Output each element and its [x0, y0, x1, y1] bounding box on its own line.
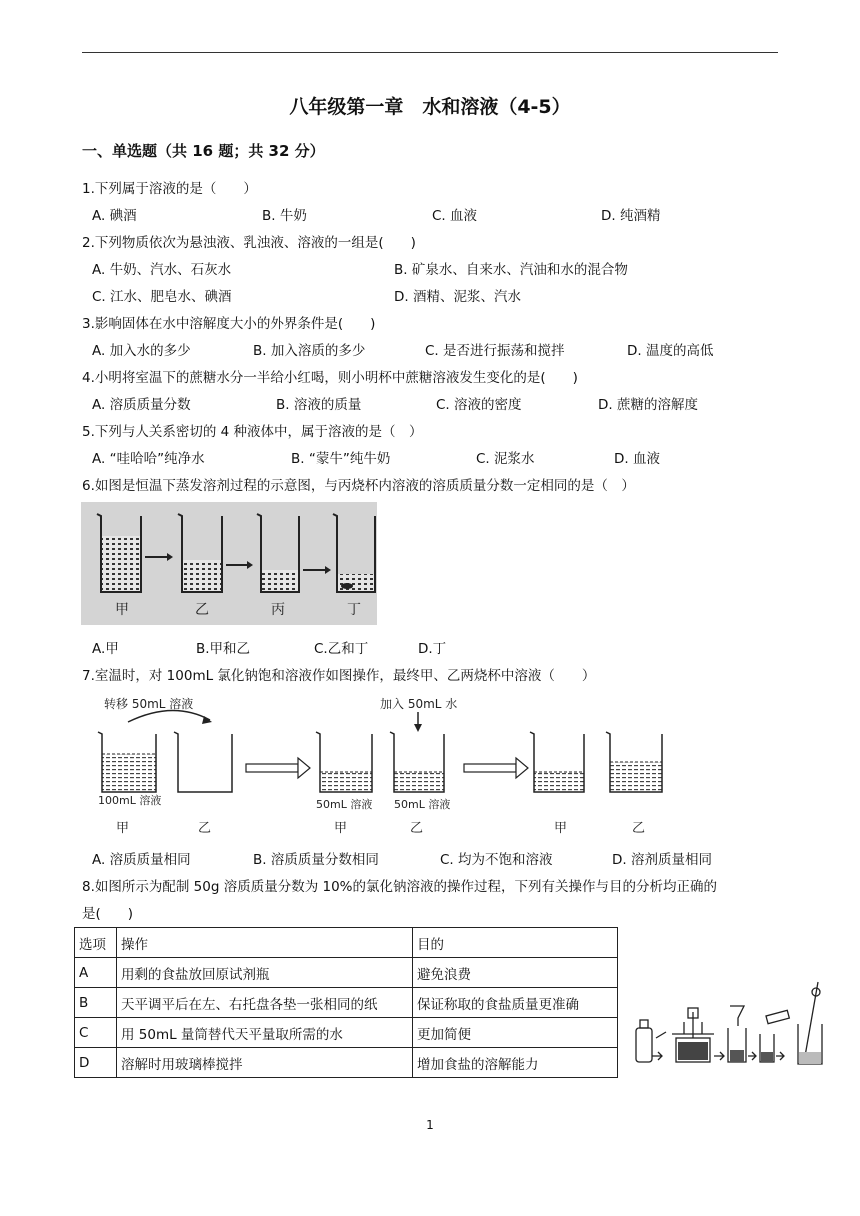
transfer-label: 转移 50mL 溶液 [104, 697, 194, 711]
operations-table [74, 927, 618, 1078]
question-8-stem: 8.如图所示为配制 50g 溶质质量分数为 10%的氯化钠溶液的操作过程，下列有关操作与目的分析均正确的 [82, 879, 718, 895]
table-row [75, 1048, 618, 1078]
q3-option-d: D. 温度的高低 [627, 343, 714, 359]
vol-50-a-label: 50mL 溶液 [316, 798, 373, 811]
vol-100-label: 100mL 溶液 [98, 794, 162, 807]
q2-option-a: A. 牛奶、汽水、石灰水 [92, 262, 232, 278]
q2-option-b: B. 矿泉水、自来水、汽油和水的混合物 [394, 262, 628, 278]
q4-option-d: D. 蔗糖的溶解度 [598, 397, 698, 413]
table-header-cell: 目的 [413, 928, 618, 958]
q2-option-c: C. 江水、肥皂水、碘酒 [92, 289, 232, 305]
fig6-label-yi: 乙 [195, 602, 209, 618]
vol-50-b-label: 50mL 溶液 [394, 798, 451, 811]
q1-option-b: B. 牛奶 [262, 208, 307, 224]
q7-option-a: A. 溶质质量相同 [92, 852, 191, 868]
question-7-stem: 7.室温时，对 100mL 氯化钠饱和溶液作如图操作，最终甲、乙两烧杯中溶液（ ） [82, 668, 596, 684]
q3-option-c: C. 是否进行振荡和搅拌 [425, 343, 565, 359]
table-cell: A [75, 958, 117, 988]
page-title: 八年级第一章 水和溶液（4-5） [289, 96, 571, 118]
q3-option-a: A. 加入水的多少 [92, 343, 191, 359]
fig7-label-6: 乙 [632, 821, 646, 836]
table-header-cell: 选项 [75, 928, 117, 958]
question-4-stem: 4.小明将室温下的蔗糖水分一半给小红喝，则小明杯中蔗糖溶液发生变化的是( ) [82, 370, 578, 386]
q5-option-d: D. 血液 [614, 451, 660, 467]
table-cell: 保证称取的食盐质量更准确 [413, 988, 618, 1018]
fig7-label-2: 乙 [198, 821, 212, 836]
question-3-stem: 3.影响固体在水中溶解度大小的外界条件是( ) [82, 316, 376, 332]
fig6-label-jia: 甲 [115, 602, 129, 618]
q7-option-d: D. 溶剂质量相同 [612, 852, 712, 868]
table-cell: 增加食盐的溶解能力 [413, 1048, 618, 1078]
preparation-procedure-figure [632, 978, 832, 1070]
header-rule [82, 52, 778, 53]
table-cell: C [75, 1018, 117, 1048]
table-cell: 用 50mL 量筒替代天平量取所需的水 [117, 1018, 413, 1048]
q3-option-b: B. 加入溶质的多少 [253, 343, 366, 359]
fig6-label-bing: 丙 [271, 602, 285, 618]
fig7-label-5: 甲 [554, 821, 568, 836]
q1-option-a: A. 碘酒 [92, 208, 137, 224]
fig6-label-ding: 丁 [347, 602, 361, 618]
arrow-right-1-icon [246, 764, 298, 772]
fig7-label-4: 乙 [410, 821, 424, 836]
table-row [75, 988, 618, 1018]
q5-option-c: C. 泥浆水 [476, 451, 535, 467]
question-8-stem-cont: 是( ) [82, 906, 134, 922]
table-cell: 更加简便 [413, 1018, 618, 1048]
table-cell: B [75, 988, 117, 1018]
question-5-stem: 5.下列与人关系密切的 4 种液体中，属于溶液的是（ ） [82, 424, 423, 440]
table-row [75, 958, 618, 988]
q5-option-b: B. “蒙牛”纯牛奶 [291, 451, 391, 467]
q7-option-c: C. 均为不饱和溶液 [440, 852, 553, 868]
q1-option-c: C. 血液 [432, 208, 478, 224]
section-heading: 一、单选题（共 16 题；共 32 分） [82, 142, 325, 160]
fig7-label-3: 甲 [334, 821, 348, 836]
table-cell: 溶解时用玻璃棒搅拌 [117, 1048, 413, 1078]
q4-option-b: B. 溶液的质量 [276, 397, 362, 413]
reagent-bottle-icon [636, 1028, 652, 1062]
q1-option-d: D. 纯酒精 [601, 208, 661, 224]
table-cell: 避免浪费 [413, 958, 618, 988]
q6-option-c: C.乙和丁 [314, 641, 369, 657]
table-cell: 天平调平后在左、右托盘各垫一张相同的纸 [117, 988, 413, 1018]
table-row [75, 1018, 618, 1048]
question-1-stem: 1.下列属于溶液的是（ ） [82, 181, 257, 197]
q5-option-a: A. “哇哈哈”纯净水 [92, 451, 205, 467]
table-header-row [75, 928, 618, 958]
table-header-cell: 操作 [117, 928, 413, 958]
q6-option-a: A.甲 [92, 641, 119, 657]
add-water-label: 加入 50mL 水 [380, 697, 458, 711]
q7-option-b: B. 溶质质量分数相同 [253, 852, 379, 868]
question-6-stem: 6.如图是恒温下蒸发溶剂过程的示意图，与丙烧杯内溶液的溶质质量分数一定相同的是（ ） [82, 478, 635, 494]
fig7-label-1: 甲 [116, 821, 130, 836]
page-number: 1 [426, 1118, 434, 1132]
q6-option-d: D.丁 [418, 641, 447, 657]
question-2-stem: 2.下列物质依次为悬浊液、乳浊液、溶液的一组是( ) [82, 235, 416, 251]
q2-option-d: D. 酒精、泥浆、汽水 [394, 289, 521, 305]
table-cell: D [75, 1048, 117, 1078]
evaporation-figure [81, 502, 377, 625]
q4-option-c: C. 溶液的密度 [436, 397, 522, 413]
q6-option-b: B.甲和乙 [196, 641, 251, 657]
arrow-right-2-icon [464, 764, 516, 772]
table-cell: 用剩的食盐放回原试剂瓶 [117, 958, 413, 988]
q4-option-a: A. 溶质质量分数 [92, 397, 191, 413]
dilution-figure [88, 692, 678, 840]
